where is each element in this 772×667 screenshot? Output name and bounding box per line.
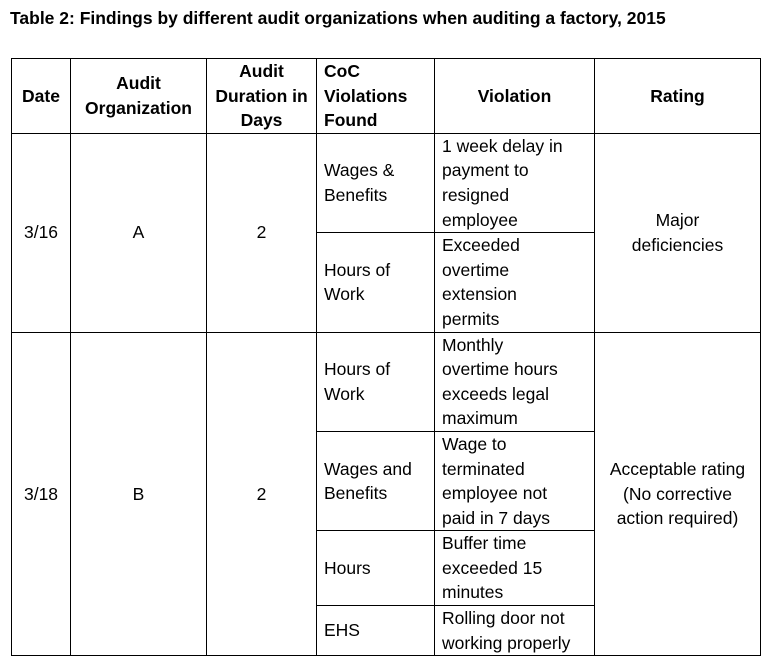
- audit-a-date: 3/16: [12, 133, 71, 332]
- audit-a-violation-1: 1 week delay in payment to resigned employee: [435, 133, 595, 232]
- header-date: Date: [12, 59, 71, 134]
- header-rating: Rating: [595, 59, 761, 134]
- header-violation: Violation: [435, 59, 595, 134]
- table-caption: Table 2: Findings by different audit organizations when auditing a factory, 2015: [10, 8, 666, 28]
- audit-b-violation-3: Buffer time exceeded 15 minutes: [435, 531, 595, 606]
- header-audit-organization: Audit Organization: [71, 59, 207, 134]
- findings-table: [11, 58, 761, 656]
- audit-a-organization: A: [71, 133, 207, 332]
- audit-a-coc-1: Wages & Benefits: [317, 133, 435, 232]
- header-audit-duration: Audit Duration in Days: [207, 59, 317, 134]
- audit-b-organization: B: [71, 332, 207, 656]
- audit-b-violation-1: Monthly overtime hours exceeds legal maximum: [435, 332, 595, 431]
- audit-b-coc-3: Hours: [317, 531, 435, 606]
- audit-b-duration: 2: [207, 332, 317, 656]
- audit-a-violation-2: Exceeded overtime extension permits: [435, 233, 595, 332]
- audit-a-rating: Major deficiencies: [595, 133, 761, 332]
- audit-b-rating: Acceptable rating (No corrective action required): [595, 332, 761, 656]
- audit-b-violation-4: Rolling door not working properly: [435, 606, 595, 656]
- table-row: [12, 133, 761, 232]
- audit-b-coc-2: Wages and Benefits: [317, 431, 435, 530]
- audit-a-duration: 2: [207, 133, 317, 332]
- header-row: [12, 59, 761, 134]
- header-coc-violations: CoC Violations Found: [317, 59, 435, 134]
- table-row: [12, 332, 761, 431]
- audit-b-coc-1: Hours of Work: [317, 332, 435, 431]
- audit-b-date: 3/18: [12, 332, 71, 656]
- audit-a-coc-2: Hours of Work: [317, 233, 435, 332]
- audit-b-violation-2: Wage to terminated employee not paid in 7 days: [435, 431, 595, 530]
- audit-b-coc-4: EHS: [317, 606, 435, 656]
